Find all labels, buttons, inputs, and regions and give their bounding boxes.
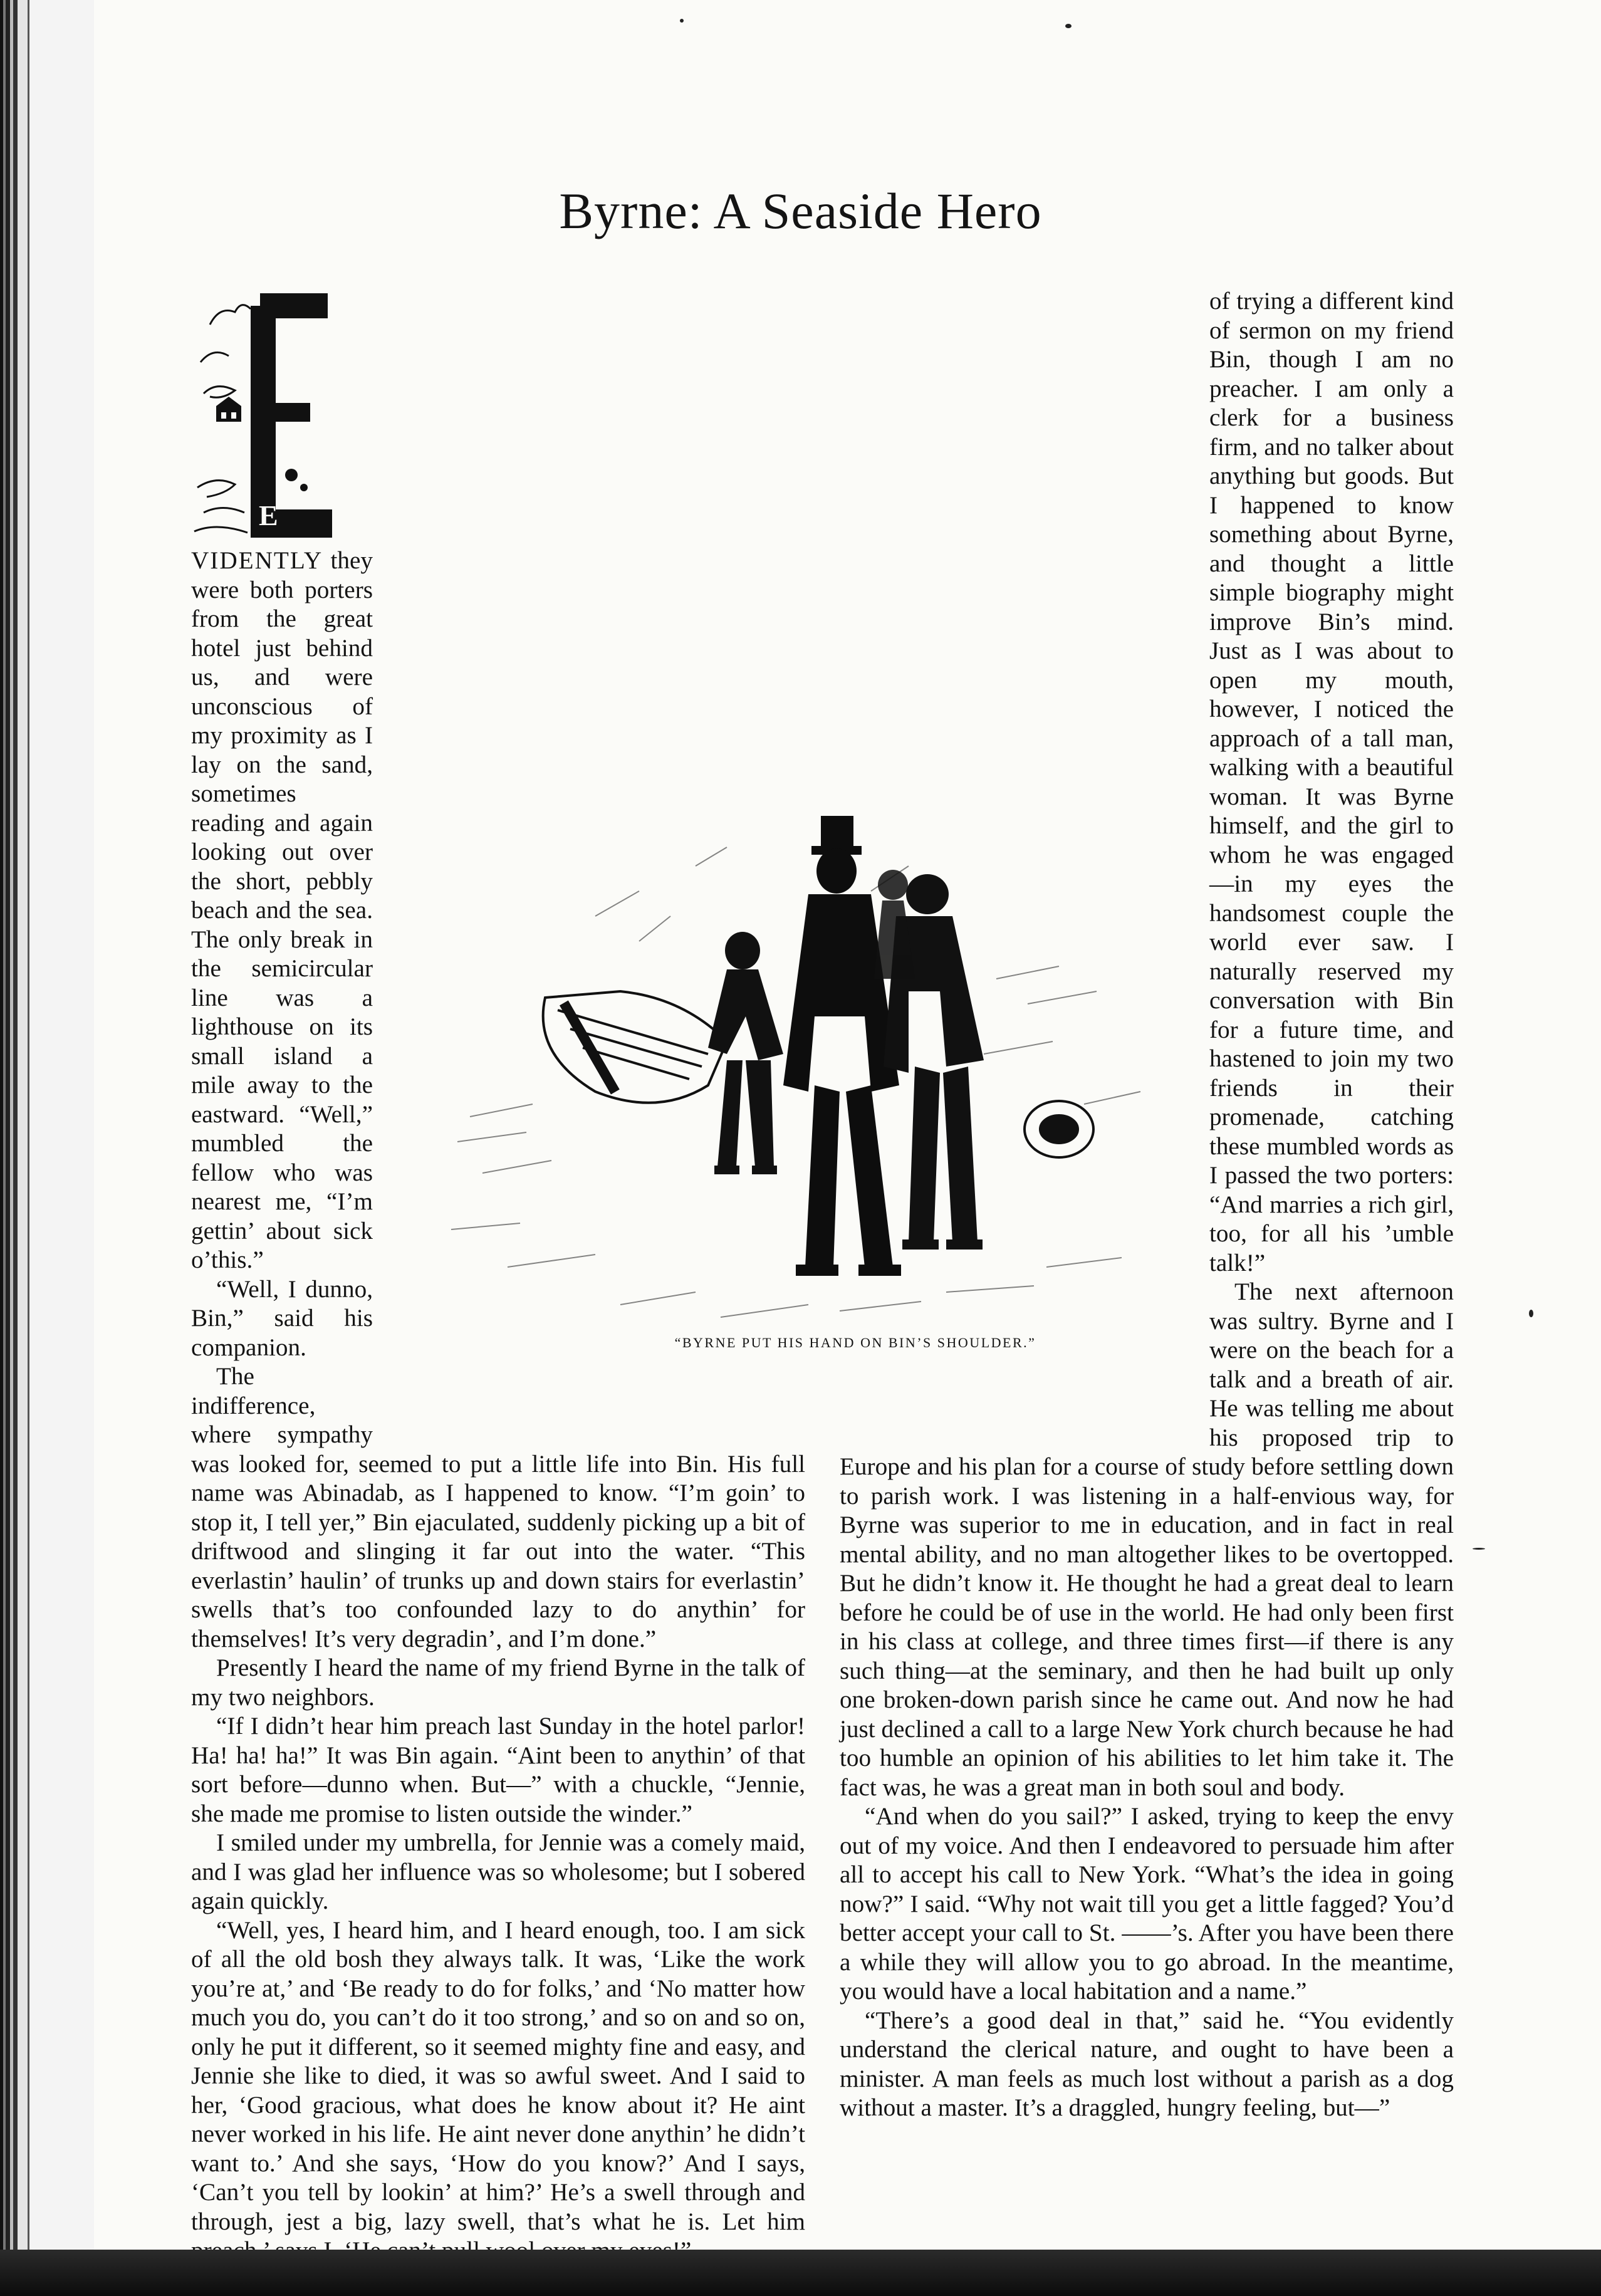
scan-speck [680, 19, 684, 23]
article-title: Byrne: A Seaside Hero [559, 182, 1042, 239]
paragraph: The next afternoon was sultry. Byrne and I were on the beach for a talk and a breath of air. He was telling me about his proposed trip to Europe and his plan for a course of study before settling down to parish work. I was listening in a half-envious way, for Byrne was superior to me in education, and in fact in real mental ability, and no man altogether likes to be overtopped. But he didn’t know it. He thought he had a great deal to learn before he could be of use in the world. He had only been first in his class at college, and three times first—if there is any such thing—at the seminary, and then he had built up only one broken-down parish since he came out. And now he had just declined a call to a large New York church because he had too humble an opinion of his abilities to let him take it. The fact was, he was a great man in both soul and body. [840, 1278, 1454, 1801]
scan-speck [1065, 24, 1072, 28]
paragraph: of trying a different kind of sermon on my friend Bin, though I am no preacher. I am only a clerk for a business firm, and no talker about anything but goods. But I happened to know something about Byrne, and thought a little simple biography might improve Bin’s mind. Just as I was about to open my mouth, however, I noticed the approach of a tall man, walking with a beautiful woman. It was Byrne himself, and the girl to whom he was engaged—in my eyes the handsomest couple the world ever saw. I naturally reserved my conversation with Bin for a future time, and hastened to join my two friends in their promenade, catching these mumbled words as I passed the two porters: “And marries a rich girl, too, for all his ’umble talk!” [1209, 288, 1454, 1276]
paragraph: I smiled under my umbrella, for Jennie was a comely maid, and I was glad her influence was so wholesome; but I sobered again quickly. [191, 1829, 805, 1914]
paragraph: “There’s a good deal in that,” said he. “You evidently understand the clerical nature, and ought to have been a minister. A man feels as much lost without a parish as a dog without a master. It’s a draggled, hungry feeling, but—” [840, 2006, 1454, 2121]
lead-caps: VIDENTLY [191, 547, 323, 574]
illustration-caption: “BYRNE PUT HIS HAND ON BIN’S SHOULDER.” [674, 1335, 1036, 1350]
paragraph: “Well, I dunno, Bin,” said his companion. [191, 1275, 373, 1361]
scan-speck [1529, 1310, 1533, 1317]
paragraph: Presently I heard the name of my friend Byrne in the talk of my two neighbors. [191, 1654, 805, 1711]
scan-bottom-edge [0, 2250, 1601, 2296]
scan-speck [1473, 1548, 1485, 1550]
paragraph: “And when do you sail?” I asked, trying to keep the envy out of my voice. And then I endeavored to persuade him after all to accept his call to New York. “What’s the idea in going now?” I said. “Why not wait till you get a little fagged? You’d better accept your call to St. ——’s. After you have been there a while they will allow you to go abroad. In the meantime, you would have a local habitation and a name.” [840, 1803, 1454, 2005]
paragraph: “Well, yes, I heard him, and I heard enough, too. I am sick of all the old bosh they always talk. It was, ‘Like the work you’re at,’ and ‘Be ready to do for folks,’ and ‘No matter how much you do, you can’t do it too strong,’ and so on and so on, only he put it different, so it seemed mighty fine and easy, and Jennie she like to died, it was so awful sweet. And I said to her, ‘Good gracious, what does he know about it? He aint never worked in his life. He aint never done anythin’ he didn’t want to.’ And she says, ‘How do you know?’ And I says, ‘Can’t you tell by lookin’ at him?’ He’s a swell through and through, jest a big, lazy swell, that’s what he is. Let him [191, 1916, 805, 2235]
book-binding-edge [0, 0, 94, 2296]
beach-scene-illustration [432, 791, 1197, 1355]
dropcap-e-illustration [191, 287, 335, 544]
dropcap-letter: E [259, 499, 278, 531]
paragraph: The indifference, where sympathy was looked for, seemed to put a little life into Bin. His full name was Abinadab, as I happened to know. “I’m goin’ to stop it, I tell yer,” Bin ejaculated, suddenly picking up a bit of driftwood and slinging it far out into the water. “This everlastin’ haulin’ of trunks up and down stairs for everlastin’ swells that’s too confounded lazy to do anythin’ for themselves! It’s very degradin’, and I’m done.” [191, 1363, 805, 1652]
paragraph: “If I didn’t hear him preach last Sunday in the hotel parlor! Ha! ha! ha!” It was Bin again. “Aint been to anythin’ of that sort before—dunno when. But—” with a chuckle, “Jennie, she made me promise to listen outside the winder.” [191, 1713, 805, 1827]
paragraph: VIDENTLY they were both porters from the great hotel just behind us, and were unconscious of my proximity as I lay on the sand, sometimes reading and again looking out over the short, pebbly beach and the sea. The only break in the semicircular line was a lighthouse on its small island a mile away to the eastward. “Well,” mumbled the fellow who was nearest me, “I’m gettin’ about sick o’this.” [191, 547, 373, 1273]
rowboat [543, 991, 727, 1103]
bucket [1025, 1101, 1093, 1157]
